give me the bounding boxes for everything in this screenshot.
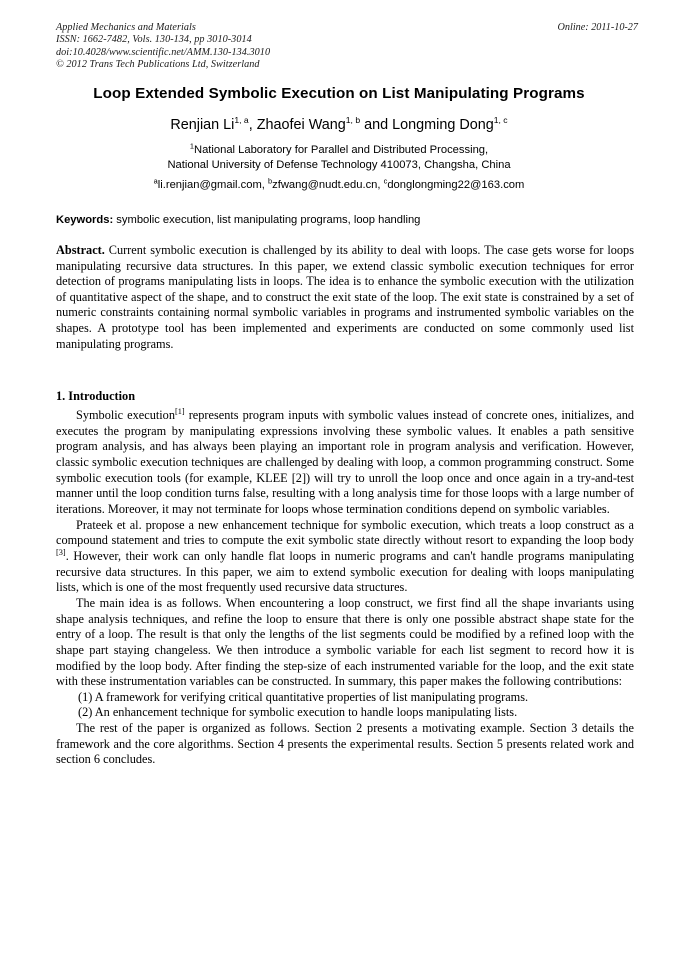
- journal-copyright-line: © 2012 Trans Tech Publications Ltd, Switzerland: [56, 59, 260, 71]
- online-publication-date: Online: 2011-10-27: [557, 22, 638, 33]
- email-marker-a: a: [153, 176, 158, 186]
- paragraph-main-idea: The main idea is as follows. When encountering a loop construct, we first find all the shape invariants using shape analysis techniques, and refine the loop to ensure that there is only one possible abstract shape state for the entry of a loop. The result is that only the lengths of the list segments could be modified by a refined loop with the shape part staying changeless. We then introduce a symbolic variable for each list segment to record how it is modified by the loop body. After finding the step-size of each instrumented variable for the loop, and the exit state with these instrumentation variables can be constructed. In summary, this paper makes the following contributions:: [56, 595, 634, 689]
- journal-issn-line: ISSN: 1662-7482, Vols. 130-134, pp 3010-3014: [56, 34, 252, 46]
- journal-header: [56, 22, 638, 72]
- contribution-item-2: (2) An enhancement technique for symbolic execution to handle loops manipulating lists.: [78, 705, 518, 720]
- page-title: Loop Extended Symbolic Execution on List Manipulating Programs: [93, 85, 585, 102]
- author-name-3: Longming Dong: [392, 117, 494, 133]
- author-affiliation-marker-2: 1, b: [345, 115, 361, 126]
- citation-ref-1: [1]: [174, 406, 185, 416]
- affiliation-block: [50, 143, 628, 174]
- paragraph-text-part-2: . However, their work can only handle flat loops in numeric programs and can't handle programs manipulating recursive data structures. In this paper, we aim to extend symbolic execution for dealing with loops manipulating lists, which is one of the most frequently used recursive data structures.: [56, 548, 634, 595]
- paragraph-text-part-2: represents program inputs with symbolic values instead of concrete ones, initializes, and executes the program by manipulating expressions involving these symbolic values. It enables a path sensitive program analysis, and has always been playing an important role in program analysis and verification. However, classic symbolic execution techniques are challenged by dealing with loop, a common programming construct. Some symbolic execution tools (for example, KLEE [2]) will try to unroll the loop once and once again in a try-and-test manner until the loop condition turns false, resulting with a long analysis time for those loops with a large number of iterations. Moreover, it may not terminate for loops whose termination conditions depend on symbolic variables.: [56, 408, 634, 516]
- affiliation-line-1: [50, 143, 628, 158]
- email-address-c: donglongming22@163.com: [387, 179, 525, 191]
- email-address-b: zfwang@nudt.edu.cn,: [272, 179, 384, 191]
- keywords-value: symbolic execution, list manipulating programs, loop handling: [113, 214, 421, 226]
- journal-doi-line: doi:10.4028/www.scientific.net/AMM.130-134.3010: [56, 46, 271, 58]
- journal-header-left: [56, 22, 638, 72]
- author-affiliation-marker-3: 1, c: [493, 115, 508, 126]
- abstract-text: Current symbolic execution is challenged by its ability to deal with loops. The case gets worse for loops manipulating recursive data structures. In this paper, we extend classic symbolic execution techniques for error detection of programs manipulating lists in loops. The idea is to enhance the symbolic execution with the utilization of quantitative aspect of the shape, and to construct the exit state of the loop. The exit state is constrained by a set of numeric constraints containing normal symbolic variables in programs and instrumented symbolic variables on the shapes. A prototype tool has been implemented and experiments are conducted on some commonly used list manipulating programs.: [56, 243, 634, 351]
- email-marker-b: b: [268, 176, 273, 186]
- abstract-label: Abstract.: [56, 243, 105, 257]
- paragraph-paper-organization: The rest of the paper is organized as follows. Section 2 presents a motivating example. Section 3 details the framework and the core algorithms. Section 4 presents the experimental results. Section 5 presents related work and section 6 concludes.: [56, 721, 634, 767]
- keywords-block: [56, 213, 628, 228]
- abstract-block: [56, 243, 634, 352]
- email-marker-c: c: [383, 176, 388, 186]
- affiliation-line-2: National University of Defense Technology 410073, Changsha, China: [167, 159, 511, 172]
- author-name-2: Zhaofei Wang: [256, 117, 346, 133]
- author-list: [50, 115, 628, 135]
- section-introduction-body: [56, 408, 634, 768]
- author-separator-2: and: [360, 117, 393, 133]
- author-affiliation-marker-1: 1, a: [234, 115, 249, 126]
- author-separator-1: ,: [248, 117, 257, 133]
- affiliation-text-1: National Laboratory for Parallel and Distributed Processing,: [193, 144, 489, 156]
- contribution-item-1: (1) A framework for verifying critical quantitative properties of list manipulating programs.: [78, 689, 529, 704]
- keywords-label: Keywords:: [56, 214, 114, 226]
- author-emails: [50, 178, 628, 193]
- paragraph-symbolic-execution: [56, 408, 634, 518]
- paragraph-text-part-1: Prateek et al. propose a new enhancement technique for symbolic execution, which treats a loop construct as a compound statement and tries to compute the exit symbolic state directly without resort to expanding the loop body: [56, 517, 634, 548]
- paragraph-prateek: [56, 518, 634, 596]
- author-name-1: Renjian Li: [170, 117, 235, 133]
- affiliation-marker: 1: [189, 141, 194, 151]
- journal-name: Applied Mechanics and Materials: [56, 22, 196, 33]
- email-address-a: li.renjian@gmail.com,: [157, 179, 268, 191]
- citation-ref-3: [3]: [56, 547, 66, 557]
- paragraph-text-part-1: Symbolic execution: [76, 408, 175, 422]
- section-heading-introduction: 1. Introduction: [56, 389, 136, 403]
